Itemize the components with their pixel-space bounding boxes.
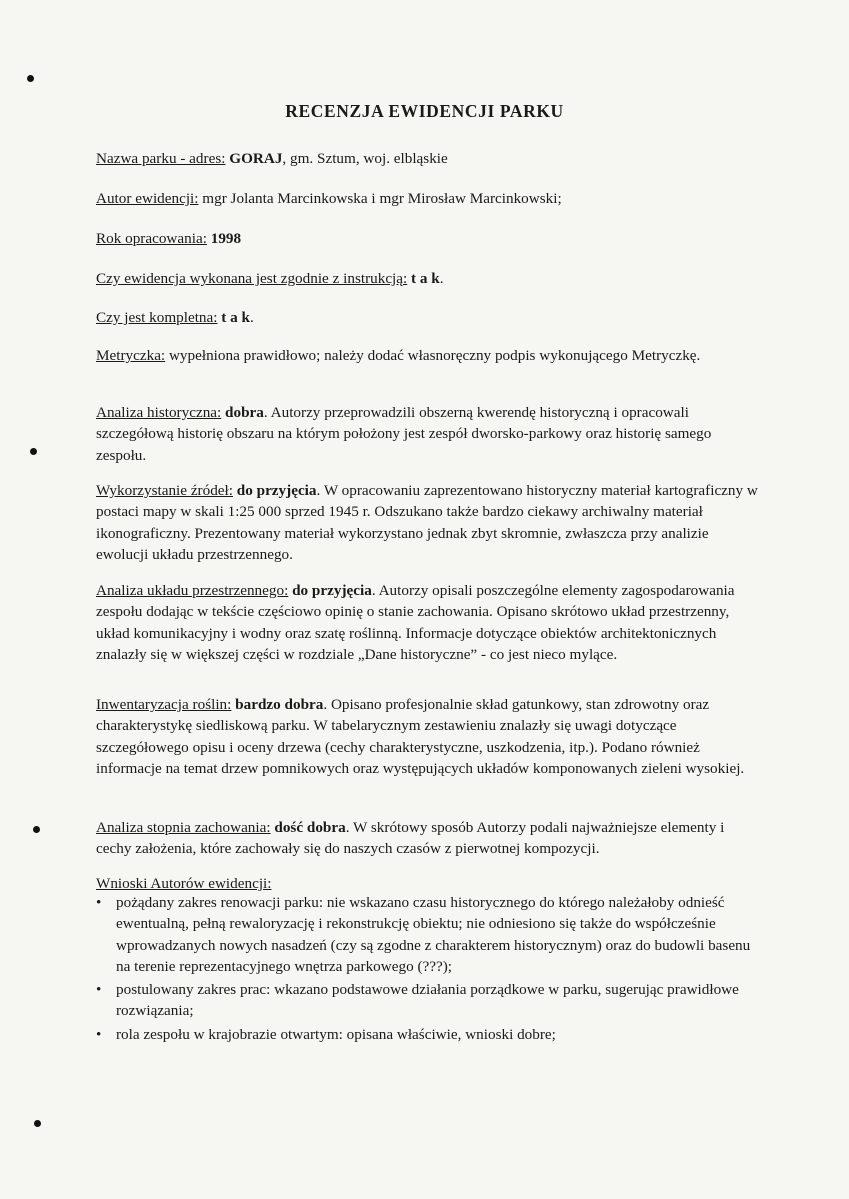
field-label: Autor ewidencji: — [96, 190, 199, 207]
list-item — [96, 979, 758, 1022]
section-sources — [96, 480, 758, 565]
section-spatial-layout — [96, 580, 758, 665]
punch-hole-mark — [34, 1120, 41, 1127]
section-text: . W opracowaniu zaprezentowano historyczny materiał kartograficzny w postaci mapy w skali 1:25 000 sprzed 1945 r. Odszukano także bardzo ciekawy archiwalny materiał ikonograficzny. Prezentowany materiał wykorzystano jednak zbyt skromnie, zwłaszcza przy analizie ewolucji układu przestrzennego. — [96, 482, 758, 563]
section-plant-inventory — [96, 694, 758, 779]
section-text: . Autorzy przeprowadzili obszerną kwerendę historyczną i opracowali szczegółową historię obszaru na którym położony jest zespół dworsko-parkowy oraz historię samego zespołu. — [96, 404, 712, 464]
bullet-icon: • — [96, 1025, 102, 1043]
bullet-icon: • — [96, 894, 102, 911]
field-label: Metryczka: — [96, 347, 166, 364]
field-label: Rok opracowania: — [96, 230, 207, 247]
bullet-icon: • — [96, 981, 102, 999]
punctuation: . — [439, 270, 444, 287]
field-label: Analiza historyczna: — [96, 404, 222, 421]
list-item-text: pożądany zakres renowacji parku: nie wskazano czasu historycznego do którego należałoby odnieść ewentualną, pełną rewaloryzację i rekonstrukcję obiektu; nie odniesiono się także do współcześnie wprowadzanych nowych nasadzeń (czy są zgodne z charakterem historycznym) oraz do budowli basenu na terenie reprezentacyjnego wnętrza parkowego (???); — [116, 894, 751, 975]
list-item-text: rola zespołu w krajobrazie otwartym: opisana właściwie, wnioski dobre; — [116, 1025, 556, 1043]
park-name-value: GORAJ — [229, 150, 283, 167]
section-text: . Opisano profesjonalnie skład gatunkowy, stan zdrowotny oraz charakterystykę siedliskową parku. W tabelarycznym zestawieniu znalazły się uwagi dotyczące szczegółowego opisu i oceny drzewa (cechy charakterystyczne, uszkodzenia, itp.). Podano również informacje na temat drzew pomnikowych oraz występujących układów komponowanych zieleni wysokiej. — [96, 696, 745, 777]
compliance-value: t a k — [411, 270, 440, 287]
section-historical-analysis — [96, 402, 758, 466]
field-year — [96, 228, 758, 249]
field-author — [96, 188, 758, 209]
year-value: 1998 — [210, 230, 242, 247]
field-park-name — [96, 148, 758, 169]
park-address-value: , gm. Sztum, woj. elbląskie — [282, 150, 448, 167]
field-label: Czy ewidencja wykonana jest zgodnie z instrukcją: — [96, 270, 408, 287]
section-text: . Autorzy opisali poszczególne elementy zagospodarowania zespołu dodając w tekście częściowo opinię o stanie zachowania. Opisano skrótowo układ przestrzenny, układ komunikacyjny i wodny oraz szatę roślinną. Informacje dotyczące obiektów architektonicznych znalazły się w większej części w rozdziale „Dane historyczne” - co jest nieco mylące. — [96, 582, 735, 663]
author-value: mgr Jolanta Marcinkowska i mgr Mirosław Marcinkowski; — [198, 190, 562, 207]
field-completeness — [96, 307, 758, 328]
field-label: Wykorzystanie źródeł: — [96, 482, 233, 499]
list-item-text: postulowany zakres prac: wkazano podstawowe działania porządkowe w parku, sugerując prawidłowe rozwiązania; — [116, 981, 739, 1020]
punch-hole-mark — [30, 448, 37, 455]
section-preservation — [96, 817, 758, 860]
rating: do przyjęcia — [236, 482, 317, 499]
field-label: Inwentaryzacja roślin: — [96, 696, 232, 713]
field-label: Analiza stopnia zachowania: — [96, 819, 271, 836]
field-metryczka — [96, 345, 758, 366]
field-label: Analiza układu przestrzennego: — [96, 582, 289, 599]
list-item — [96, 1024, 758, 1045]
conclusions-list — [96, 892, 758, 1047]
field-label: Czy jest kompletna: — [96, 309, 218, 326]
field-instruction-compliance — [96, 268, 758, 289]
rating: bardzo dobra — [235, 696, 324, 713]
completeness-value: t a k — [221, 309, 250, 326]
rating: dość dobra — [274, 819, 346, 836]
punctuation: . — [249, 309, 254, 326]
section-text: . W skrótowy sposób Autorzy podali najważniejsze elementy i cechy założenia, które zachowały się do naszych czasów z pierwotnej kompozycji. — [96, 819, 725, 858]
document-title: RECENZJA EWIDENCJI PARKU — [285, 101, 564, 121]
field-label: Nazwa parku - adres: — [96, 150, 226, 167]
metryczka-text: wypełniona prawidłowo; należy dodać własnoręczny podpis wykonującego Metryczkę. — [165, 347, 701, 364]
punch-hole-mark — [27, 75, 34, 82]
list-item — [96, 892, 758, 977]
field-label: Wnioski Autorów ewidencji: — [96, 875, 272, 892]
rating: do przyjęcia — [292, 582, 372, 599]
rating: dobra — [225, 404, 264, 421]
punch-hole-mark — [33, 826, 40, 833]
